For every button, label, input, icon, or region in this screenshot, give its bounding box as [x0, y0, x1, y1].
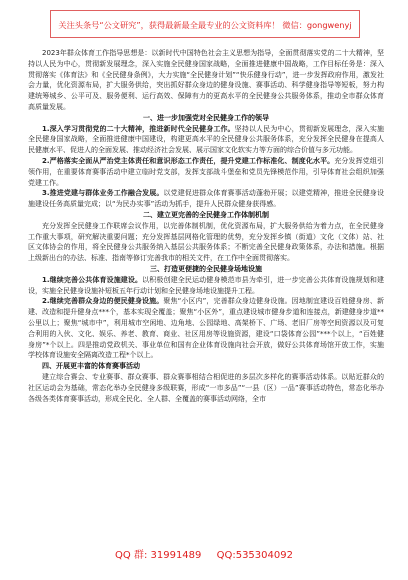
contact-footer [0, 546, 408, 566]
paragraph-1-2 [28, 156, 384, 188]
paragraph-1-3-lead: 3.推进党建与群体业务工作融合发展。 [42, 189, 164, 198]
paragraph-3-2 [28, 296, 384, 361]
section-heading-2: 二、建立更完善的全民健身工作体制机制 [143, 210, 269, 219]
paragraph-3-2-text: 聚焦“小区内”，完善群众身边健身设施。因地制宜建设百姓健身房、新建、改造和提升健身点***个，基本实现全覆盖；聚焦“小区外”，重点建设城市健身步道和连接点，新建健身步道**公里以上；聚焦“城市中”，利用城市空闲地、边角地、公园绿地、高架桥下、广场、老旧厂房等空间资源以及可复合利用的入伙、文化、娱乐、养老、教育、商业、社区用房等设施资源，建设“口袋体育公园”***个以上，“百姓健身房”*个以上。四是推动党政机关、事业单位和国有企业体育设施向社会开放，做好公共体育场馆开放工作，实施学校体育设施安全隔离改造工程*个以上。 [28, 297, 384, 360]
qq-number-text: QQ:535304092 [216, 550, 293, 561]
qq-group-text: QQ 群: 31991489 [115, 550, 202, 561]
paragraph-1-2-text: 充分发挥党组引领作用，在重要体育赛事活动中建立临时党支部，发挥支部战斗堡垒和党员先锋模范作用，引导体育社会组织加强党建工作。 [28, 156, 384, 187]
paragraph-1-1-lead: 1.深入学习贯彻党的二十大精神，推进新时代全民健身工作。 [42, 124, 235, 133]
promo-banner: 关注头条号“公文研究”，获得最新最全最专业的公文资料库！ 微信：gongwenyj [50, 10, 360, 38]
paragraph-4: 建立综合赛会、专业赛事、群众赛事、群众赛事相结合相促进的多层次多样化的赛事活动体系。以贴近群众的社区运动会为基础，常态化举办全民健身多级联赛，形成“一市多品”“一县（区）一品”赛事活动特色，常态化举办各级各类体育赛事活动，形成全民化、全人群、全覆盖的赛事活动网络，全市 [28, 372, 384, 403]
paragraph-3-1-lead: 1.继续完善公共体育设施建设。 [42, 275, 143, 284]
document-body [28, 48, 384, 540]
paragraph-1-1 [28, 124, 384, 156]
paragraph-1-1-text: 坚持以人民为中心，贯彻新发展理念，深入实施全民健身国家战略，全面推进健康中国建设，构建更高水平的全民健身公共服务体系，充分发挥全民健身在提高人民健康水平、促进人的全面发展、推动经济社会发展、展示国家文化软实力等方面的综合价值与多元功能。 [28, 124, 384, 155]
paragraph-1-3-text: 以党建促进群众体育赛事活动蓬勃开展；以建党精神，推进全民健身设施建设任务高质量完成；以“为民办实事”活动为抓手，提升人民群众健身获得感。 [28, 189, 384, 209]
paragraph-3-2-lead: 2.继续完善群众身边的便民健身设施。 [42, 297, 164, 306]
section-heading-1: 一、进一步加强党对全民健身工作的领导 [143, 113, 269, 122]
paragraph-1-2-lead: 2.严格落实全面从严治党主体责任和意识形态工作责任，提升党建工作标准化、制度化水平。 [42, 156, 335, 165]
paragraph-2: 充分发挥全民健身工作联席会议作用，以完善体制机制，优化资源布局，扩大服务供给为着力点，在全民健身工作重大事项，研究解决重要问题；充分发挥基层网格化管理的优势，充分发挥乡镇（街道）文化（文体）站、社区文体协会的作用，将全民健身公共服务纳入基层公共服务体系；不断完善全民健身政策体系，办法和措施。根据上级新出台的办法、标准、指南等修订完善我市的相关文件，在工作中全面贯彻落实。 [28, 221, 384, 263]
section-heading-4: 四、开展更丰富的体育赛事活动 [42, 362, 140, 371]
paragraph-3-1 [28, 275, 384, 297]
intro-paragraph: 2023年群众体育工作指导思想是：以新时代中国特色社会主义思想为指导，全面贯彻落实党的二十大精神，坚持以人民为中心，贯彻新发展理念，深入实施全民健身国家战略，全面推进健康中国战略，工作目标任务是：深入贯彻落实《体育法》和《全民健身条例》，大力实施“全民健身计划”“快乐健身行动”，进一步发挥政府作用，激发社会力量，优化资源布局，扩大服务供给，突出抓好群众身边的健身设施、赛事活动、科学健身指导等短板，努力构建统筹城乡、公平可及、服务便利、运行高效、保障有力的更高水平的全民健身公共服务体系，推动全市群众体育高质量发展。 [28, 49, 384, 111]
paragraph-1-3 [28, 188, 384, 210]
paragraph-3-1-text: 以积极创建全民运动健身模范市县为牵引，进一步完善公共体育设施规划和建设，实施全民健身设施补短板五年行动计划和全民健身场地设施提升工程。 [28, 275, 384, 295]
section-heading-3: 三、打造更便捷的全民健身场地设施 [150, 264, 262, 273]
